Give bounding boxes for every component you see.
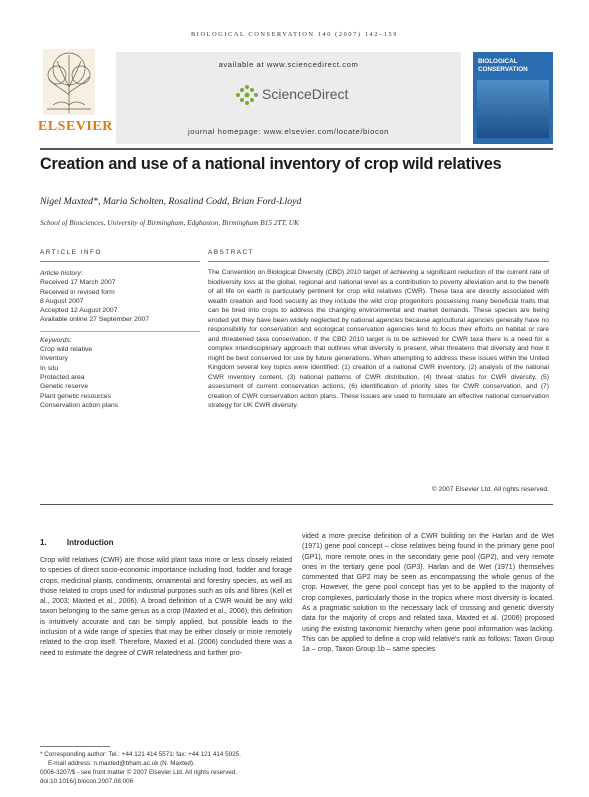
sciencedirect-wordmark: ScienceDirect [262,86,349,102]
history-label: Article history: [40,270,83,277]
journal-homepage-text: journal homepage: www.elsevier.com/locate/biocon [187,127,390,136]
history-item: Received in revised form [40,288,115,296]
history-item: Received 17 March 2007 [40,279,116,287]
history-item: Available online 27 September 2007 [40,316,150,324]
keyword-item: Conservation action plans [40,401,119,409]
keyword-item: Inventory [40,355,68,363]
article-title: Creation and use of a national inventory of crop wild relatives [40,155,502,173]
abstract-rule [208,261,549,262]
abstract-heading: ABSTRACT [208,249,255,256]
header-rule [40,148,553,150]
intro-left-column: Crop wild relatives (CWR) are those wild plant taxa more or less closely related to species of direct socio-economic importance including food, fodder and forage crops, medicinal plants, condiments, ornamental and forestry species, as well as those related to crops used for industrial purposes such as oils and fibres (Kell et al., 2003; Maxted et al., 2006). A broad definition of a CWR would be any wild taxon belonging to the same genus as a crop (Maxted et al., 2006); this definition is intuitively accurate and can be simply applied, but possible leads to the inclusion of a wide range of species that may be either closely or more remotely related to the crop itself. Therefore, Maxted et al. (2006) concluded there was a need to estimate the degree of CWR relatedness and further pro- [40,557,292,657]
available-at-text: available at www.sciencedirect.com [218,60,359,69]
keyword-item: Crop wild relative [40,346,93,354]
keyword-item: In situ [40,364,59,372]
email-note: E-mail address: n.maxted@bham.ac.uk (N. Maxted). [48,760,195,767]
article-affiliation: School of Biosciences, University of Birmingham, Edgbaston, Birmingham B15 2TT, UK [40,218,299,227]
history-item: Accepted 12 August 2007 [40,307,118,315]
keyword-item: Protected area [40,373,85,381]
elsevier-tree-logo [43,49,95,115]
section-heading [40,538,114,547]
keywords-divider [40,331,200,332]
sciencedirect-dots-icon [234,84,260,106]
article-info-block [40,269,200,410]
publisher-logo-text: ELSEVIER [38,119,113,134]
journal-cover-image [477,80,549,138]
abstract-bottom-rule [40,504,553,505]
corresponding-author-note: * Corresponding author: Tel.: +44 121 414 5571; fax: +44 121 414 5925. [40,751,241,758]
history-item: 8 August 2007 [40,297,84,305]
article-info-rule [40,261,200,262]
intro-right-column: vided a more precise definition of a CWR building on the Harlan and de Wet (1971) gene pool concept – close relatives being found in the primary gene pool (GP1), more remote ones in the secondary gene pool (GP2), and very remote ones in the tertiary gene pool (GP3). Harlan and de Wet (1971) themselves commented that GP2 may be seen as encompassing the whole genus of the crop. However, the gene pool concept has yet to be applied to the majority of crop complexes, particularly those in the tropics where most diversity is located. As a pragmatic solution to the necessary lack of crossing and genetic diversity data for the majority of crops and related taxa, Maxted et al. (2006) proposed using the existing taxonomic hierarchy when gene pool information was lacking. This can be applied to define a crop wild relative's rank as follows: Taxon Group 1a – crop, Taxon Group 1b – same species [302,533,554,654]
journal-cover-title: BIOLOGICAL CONSERVATION [478,58,528,73]
section-number: 1. [40,538,47,547]
doi-line: doi:10.1016/j.biocon.2007.08.006 [40,778,134,785]
footnote-block [40,750,300,786]
journal-citation: BIOLOGICAL CONSERVATION 140 (2007) 142–159 [191,31,398,38]
keyword-item: Genetic reserve [40,383,88,391]
abstract-copyright: © 2007 Elsevier Ltd. All rights reserved. [431,486,549,493]
footnote-rule [40,746,110,747]
section-title: Introduction [66,538,114,547]
keyword-item: Plant genetic resources [40,392,112,400]
article-authors: Nigel Maxted*, Maria Scholten, Rosalind Codd, Brian Ford-Lloyd [40,196,302,207]
issn-line: 0006-3207/$ - see front matter © 2007 Elsevier Ltd. All rights reserved. [40,769,238,776]
keywords-label: Keywords: [40,336,72,344]
abstract-text: The Convention on Biological Diversity (CBD) 2010 target of achieving a significant reduction of the current rate of biodiversity loss at the global, regional and national level as a contribution to poverty alleviation and to the benefit of all life on earth is particularly pertinent for crop wild relatives (CWR). These taxa are directly associated with wealth creation and food security as they include the wild crop progenitors possessing many beneficial traits that can be bred into crops to address the changing environmental and market demands. These species are being eroded yet they have been widely neglected by national agencies because agricultural agencies generally have no responsibility for conservation and ecological conservation agencies tend to focus their efforts on habitat or rare and threatened taxa conservation. If the CBD 2010 target is to be achieved for CWR taxa there is a need for a complex interdisciplinary approach that outlines what diversity is present, what threatens that diversity and how it might be best conserved for use by future generations. When attempting to address these issues within the United Kingdom several key topics were identified: (1) creation of a national CWR inventory, (2) analysis of the national CWR inventory content, (3) national patterns of CWR distribution, (4) threat status for CWR diversity, (5) assessment of current conservation actions, (6) identification of priority sites for CWR conservation, and (7) creation of CWR conservation action plans. These issues are used to formulate an effective national conservation strategy for UK CWR diversity. [208,269,549,409]
article-info-heading: ARTICLE INFO [40,249,102,256]
